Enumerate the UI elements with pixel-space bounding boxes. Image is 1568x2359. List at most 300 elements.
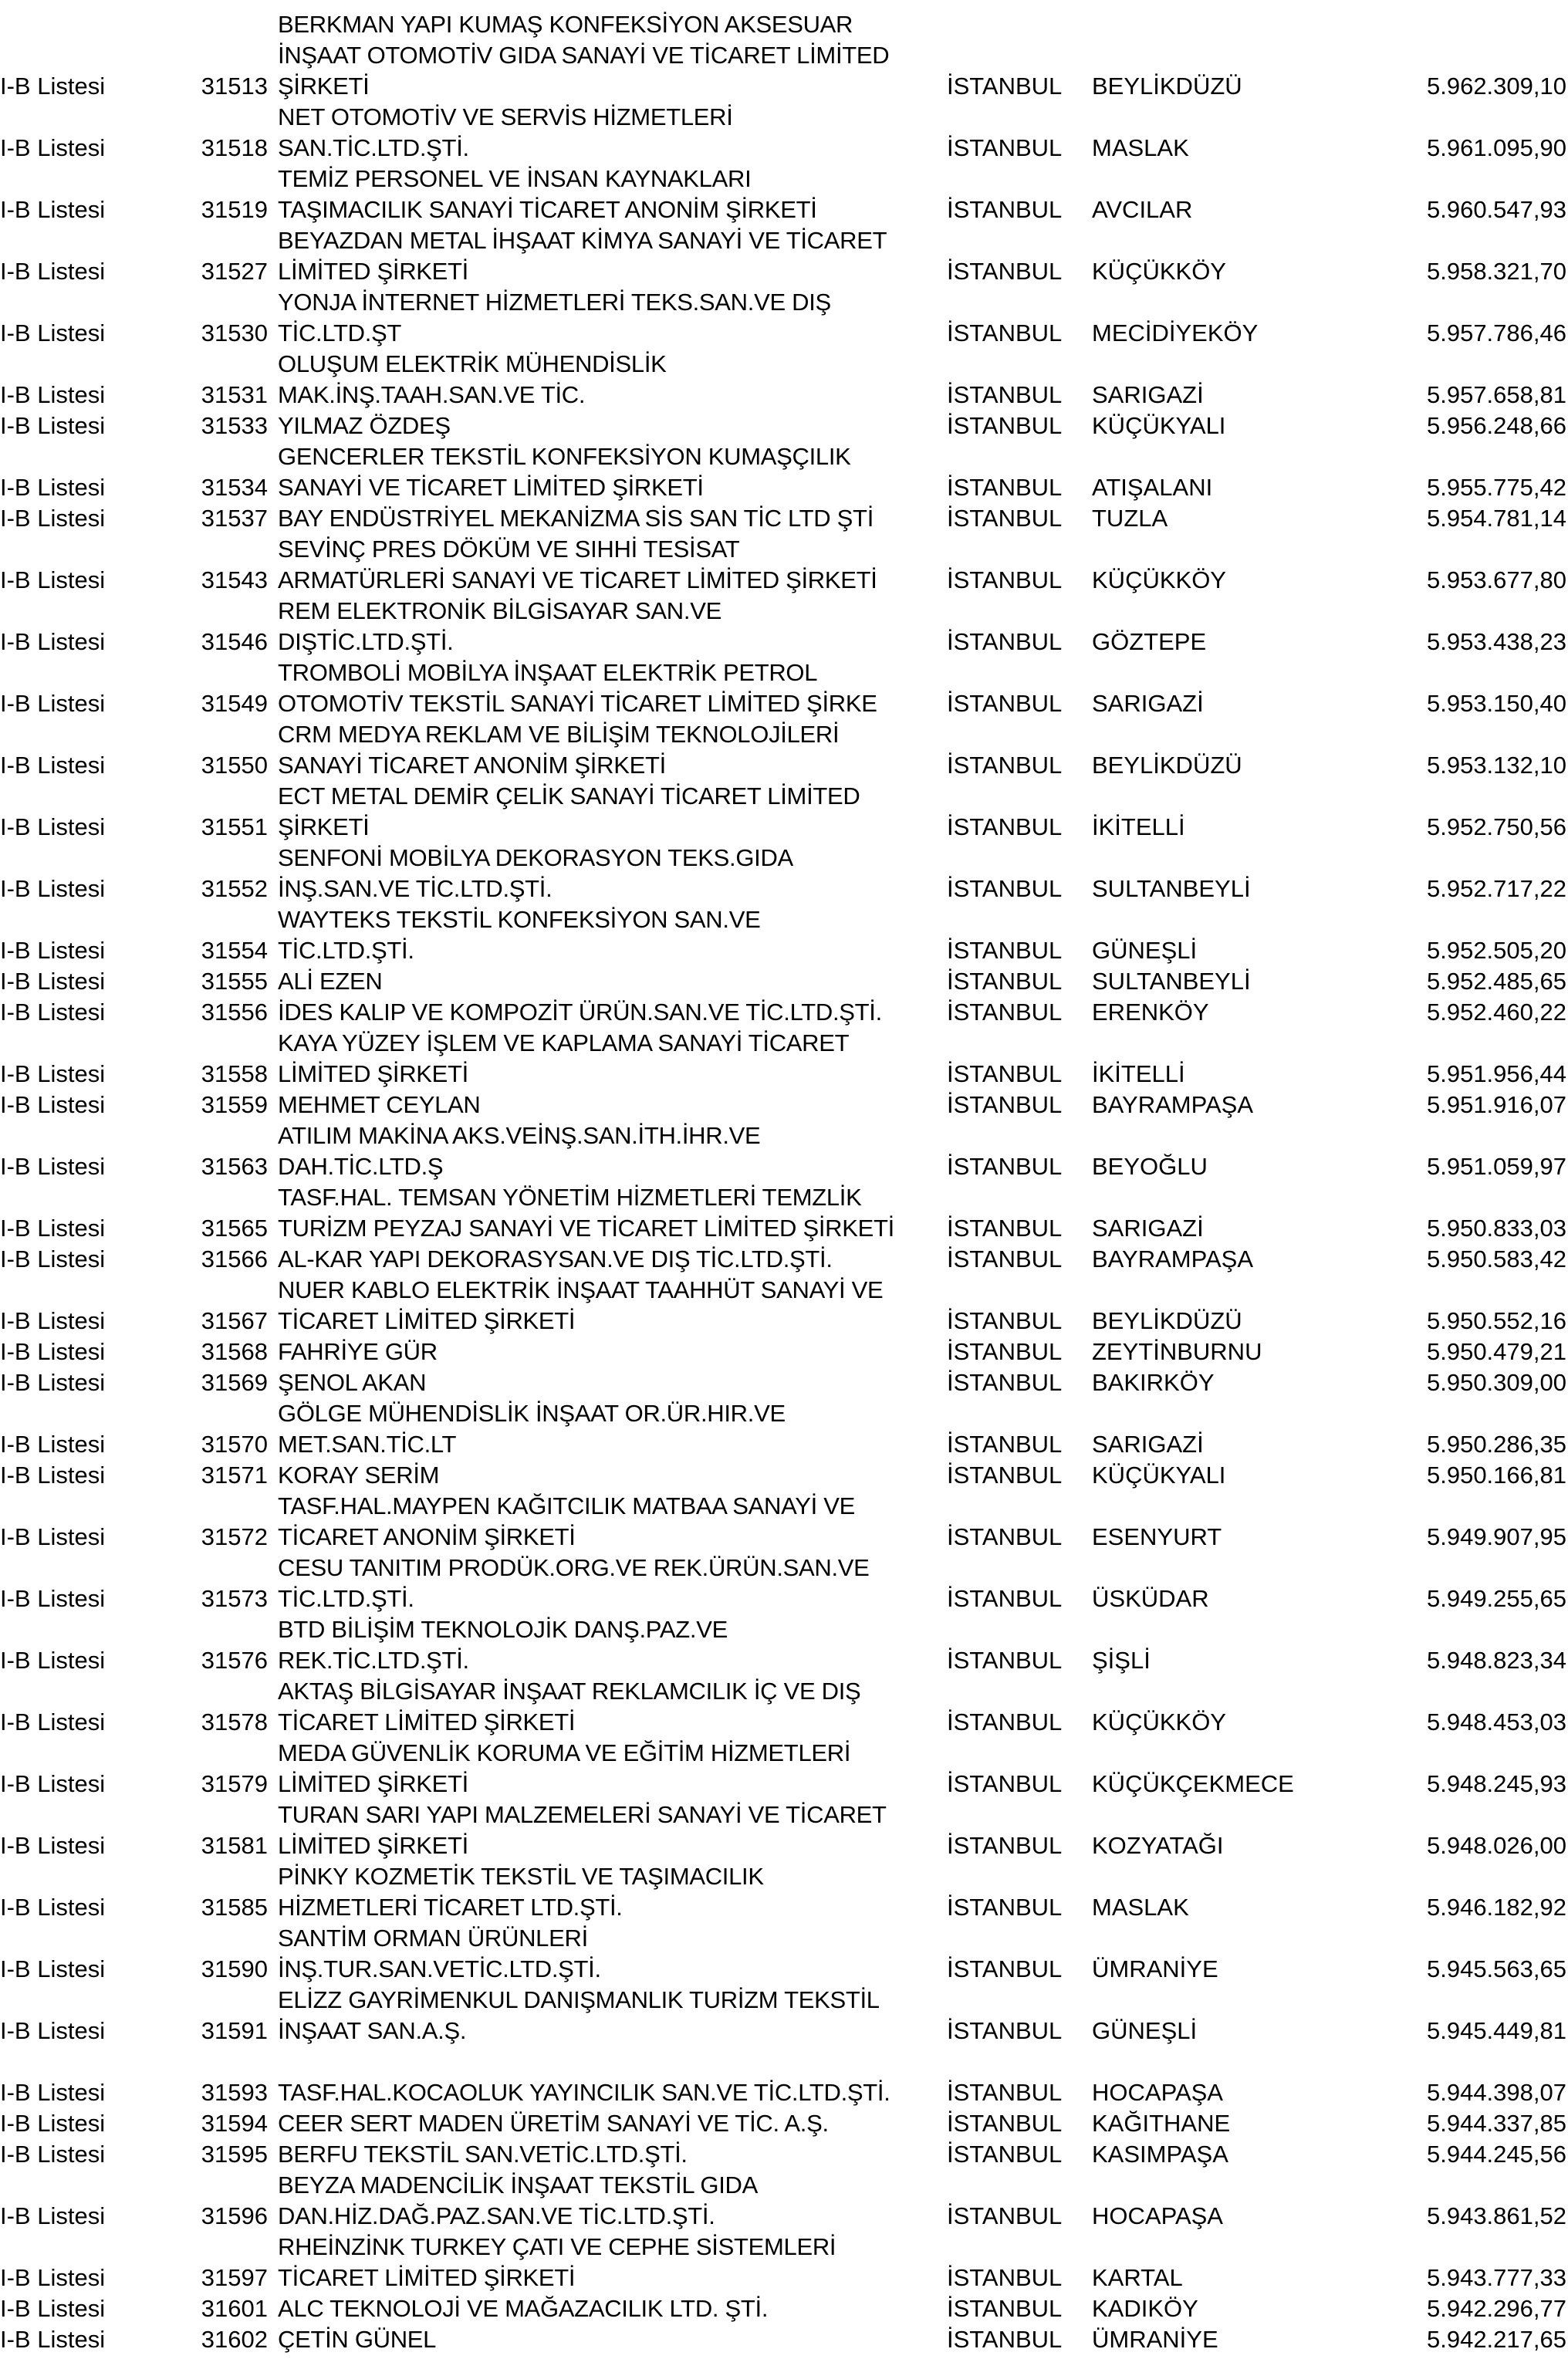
city: İSTANBUL (947, 1894, 1063, 1921)
company-name-line: ATILIM MAKİNA AKS.VEİNŞ.SAN.İTH.İHR.VE (278, 1122, 761, 1149)
list-type: I-B Listesi (0, 1770, 106, 1797)
company-name-line: İNŞ.TUR.SAN.VETİC.LTD.ŞTİ. (278, 1955, 601, 1982)
table-row (0, 1182, 1568, 1244)
district: SULTANBEYLİ (1092, 875, 1251, 902)
table-row (0, 596, 1568, 657)
company-name-line: BERKMAN YAPI KUMAŞ KONFEKSİYON AKSESUAR (278, 11, 853, 38)
table-row (0, 1614, 1568, 1676)
district: KASIMPAŞA (1092, 2141, 1228, 2168)
record-id: 31590 (201, 1955, 268, 1982)
district: AVCILAR (1092, 196, 1193, 223)
city: İSTANBUL (947, 412, 1063, 439)
city: İSTANBUL (947, 1523, 1063, 1550)
record-id: 31554 (201, 937, 268, 964)
company-name-line: MET.SAN.TİC.LT (278, 1431, 457, 1458)
row-cells (0, 71, 1568, 102)
company-name-line: TİCARET LİMİTED ŞİRKETİ (278, 1708, 576, 1735)
company-name-line: REM ELEKTRONİK BİLGİSAYAR SAN.VE (278, 597, 721, 624)
city: İSTANBUL (947, 999, 1063, 1026)
record-id: 31555 (201, 968, 268, 995)
company-name-line: KAYA YÜZEY İŞLEM VE KAPLAMA SANAYİ TİCARET (278, 1029, 850, 1056)
company-name-line: TAŞIMACILIK SANAYİ TİCARET ANONİM ŞİRKETİ (278, 196, 817, 223)
list-type: I-B Listesi (0, 381, 106, 408)
list-type: I-B Listesi (0, 2202, 106, 2229)
row-cells (0, 2201, 1568, 2232)
company-name-line: NET OTOMOTİV VE SERVİS HİZMETLERİ (278, 103, 733, 130)
list-type: I-B Listesi (0, 1955, 106, 1982)
district: SARIGAZİ (1092, 1215, 1204, 1242)
record-id: 31585 (201, 1894, 268, 1921)
company-name-line: YONJA İNTERNET HİZMETLERİ TEKS.SAN.VE DIŞ (278, 289, 831, 316)
district: BAYRAMPAŞA (1092, 1245, 1254, 1272)
district: KÜÇÜKYALI (1092, 412, 1226, 439)
city: İSTANBUL (947, 1647, 1063, 1674)
amount: 5.953.132,10 (1426, 752, 1566, 779)
table-row (0, 1985, 1568, 2046)
record-id: 31530 (201, 319, 268, 346)
row-cells (0, 874, 1568, 904)
list-type: I-B Listesi (0, 1431, 106, 1458)
city: İSTANBUL (947, 2110, 1063, 2137)
table-row (0, 1800, 1568, 1861)
table-row (0, 781, 1568, 843)
city: İSTANBUL (947, 1369, 1063, 1396)
record-id: 31591 (201, 2017, 268, 2044)
table-row (0, 1367, 1568, 1398)
row-cells (0, 1306, 1568, 1337)
amount: 5.961.095,90 (1426, 134, 1566, 161)
record-id: 31546 (201, 628, 268, 655)
amount: 5.945.449,81 (1426, 2017, 1566, 2044)
company-name-line: ELİZZ GAYRİMENKUL DANIŞMANLIK TURİZM TEKSTİL (278, 1986, 880, 2013)
district: SARIGAZİ (1092, 381, 1204, 408)
city: İSTANBUL (947, 134, 1063, 161)
list-type: I-B Listesi (0, 1462, 106, 1489)
city: İSTANBUL (947, 505, 1063, 532)
list-type: I-B Listesi (0, 999, 106, 1026)
amount: 5.948.823,34 (1426, 1647, 1566, 1674)
district: ESENYURT (1092, 1523, 1222, 1550)
record-id: 31531 (201, 381, 268, 408)
company-name-line: TİCARET ANONİM ŞİRKETİ (278, 1523, 576, 1550)
city: İSTANBUL (947, 875, 1063, 902)
city: İSTANBUL (947, 1091, 1063, 1118)
list-type: I-B Listesi (0, 1307, 106, 1334)
list-type: I-B Listesi (0, 690, 106, 717)
record-id: 31597 (201, 2264, 268, 2291)
city: İSTANBUL (947, 258, 1063, 285)
company-name-line: LİMİTED ŞİRKETİ (278, 1832, 468, 1859)
row-cells (0, 1244, 1568, 1275)
company-name-line: ALİ EZEN (278, 968, 383, 995)
city: İSTANBUL (947, 752, 1063, 779)
record-id: 31549 (201, 690, 268, 717)
row-cells (0, 1059, 1568, 1090)
row-cells (0, 503, 1568, 534)
amount: 5.948.026,00 (1426, 1832, 1566, 1859)
company-name-line: CESU TANITIM PRODÜK.ORG.VE REK.ÜRÜN.SAN.VE (278, 1554, 870, 1581)
table-row (0, 1491, 1568, 1553)
amount: 5.953.150,40 (1426, 690, 1566, 717)
city: İSTANBUL (947, 1955, 1063, 1982)
district: BEYLİKDÜZÜ (1092, 752, 1242, 779)
row-cells (0, 1337, 1568, 1367)
company-name-line: REK.TİC.LTD.ŞTİ. (278, 1647, 469, 1674)
list-type: I-B Listesi (0, 1245, 106, 1272)
list-type: I-B Listesi (0, 319, 106, 346)
row-cells (0, 2263, 1568, 2293)
document-table (0, 9, 1568, 2355)
amount: 5.951.059,97 (1426, 1153, 1566, 1180)
record-id: 31519 (201, 196, 268, 223)
amount: 5.955.775,42 (1426, 474, 1566, 501)
record-id: 31537 (201, 505, 268, 532)
company-name-line: GENCERLER TEKSTİL KONFEKSİYON KUMAŞÇILIK (278, 443, 851, 470)
company-name-line: TASF.HAL. TEMSAN YÖNETİM HİZMETLERİ TEMZLİK (278, 1184, 862, 1211)
list-type: I-B Listesi (0, 134, 106, 161)
company-name-line: TURİZM PEYZAJ SANAYİ VE TİCARET LİMİTED ŞİRKETİ (278, 1215, 894, 1242)
table-row (0, 1676, 1568, 1738)
company-name-line: SENFONİ MOBİLYA DEKORASYON TEKS.GIDA (278, 844, 793, 871)
amount: 5.948.453,03 (1426, 1708, 1566, 1735)
company-name-line: PİNKY KOZMETİK TEKSTİL VE TAŞIMACILIK (278, 1863, 764, 1890)
list-type: I-B Listesi (0, 2264, 106, 2291)
city: İSTANBUL (947, 474, 1063, 501)
record-id: 31581 (201, 1832, 268, 1859)
row-cells (0, 1151, 1568, 1182)
district: ÜSKÜDAR (1092, 1585, 1209, 1612)
record-id: 31571 (201, 1462, 268, 1489)
company-name-line: TİC.LTD.ŞT (278, 319, 402, 346)
city: İSTANBUL (947, 1307, 1063, 1334)
table-row (0, 102, 1568, 164)
list-type: I-B Listesi (0, 566, 106, 593)
amount: 5.950.166,81 (1426, 1462, 1566, 1489)
company-name-line: MEDA GÜVENLİK KORUMA VE EĞİTİM HİZMETLERİ (278, 1739, 851, 1766)
table-row (0, 904, 1568, 966)
table-row (0, 1244, 1568, 1275)
company-name-line: TASF.HAL.KOCAOLUK YAYINCILIK SAN.VE TİC.LTD.ŞTİ. (278, 2079, 890, 2106)
company-name-line: LİMİTED ŞİRKETİ (278, 258, 468, 285)
record-id: 31534 (201, 474, 268, 501)
company-name-line: CRM MEDYA REKLAM VE BİLİŞİM TEKNOLOJİLERİ (278, 721, 840, 748)
district: İKİTELLİ (1092, 1060, 1185, 1087)
table-row (0, 966, 1568, 997)
district: MASLAK (1092, 1894, 1189, 1921)
district: BAYRAMPAŞA (1092, 1091, 1254, 1118)
district: BEYOĞLU (1092, 1153, 1208, 1180)
amount: 5.942.296,77 (1426, 2295, 1566, 2322)
row-cells (0, 1892, 1568, 1923)
list-type: I-B Listesi (0, 937, 106, 964)
city: İSTANBUL (947, 1832, 1063, 1859)
table-row (0, 287, 1568, 349)
company-name-line: İNŞAAT SAN.A.Ş. (278, 2017, 467, 2044)
list-type: I-B Listesi (0, 258, 106, 285)
record-id: 31533 (201, 412, 268, 439)
record-id: 31569 (201, 1369, 268, 1396)
record-id: 31543 (201, 566, 268, 593)
company-name-line: DAN.HİZ.DAĞ.PAZ.SAN.VE TİC.LTD.ŞTİ. (278, 2202, 715, 2229)
row-cells (0, 1367, 1568, 1398)
city: İSTANBUL (947, 1153, 1063, 1180)
list-type: I-B Listesi (0, 412, 106, 439)
row-cells (0, 750, 1568, 781)
amount: 5.944.245,56 (1426, 2141, 1566, 2168)
row-cells (0, 2016, 1568, 2046)
list-type: I-B Listesi (0, 1338, 106, 1365)
record-id: 31567 (201, 1307, 268, 1334)
district: BAKIRKÖY (1092, 1369, 1215, 1396)
city: İSTANBUL (947, 1708, 1063, 1735)
city: İSTANBUL (947, 1338, 1063, 1365)
amount: 5.953.438,23 (1426, 628, 1566, 655)
district: TUZLA (1092, 505, 1168, 532)
amount: 5.952.717,22 (1426, 875, 1566, 902)
company-name-line: MEHMET CEYLAN (278, 1091, 481, 1118)
company-name-line: NUER KABLO ELEKTRİK İNŞAAT TAAHHÜT SANAYİ VE (278, 1276, 884, 1303)
table-row (0, 503, 1568, 534)
list-type: I-B Listesi (0, 2326, 106, 2353)
table-row (0, 225, 1568, 287)
row-cells (0, 194, 1568, 225)
list-type: I-B Listesi (0, 1894, 106, 1921)
record-id: 31602 (201, 2326, 268, 2353)
row-cells (0, 318, 1568, 349)
table-row (0, 349, 1568, 411)
district: ÜMRANİYE (1092, 1955, 1218, 1982)
row-cells (0, 1707, 1568, 1738)
amount: 5.944.398,07 (1426, 2079, 1566, 2106)
record-id: 31601 (201, 2295, 268, 2322)
row-cells (0, 2077, 1568, 2108)
row-cells (0, 472, 1568, 503)
company-name-line: TİC.LTD.ŞTİ. (278, 937, 414, 964)
company-name-line: LİMİTED ŞİRKETİ (278, 1060, 468, 1087)
amount: 5.942.217,65 (1426, 2326, 1566, 2353)
company-name-line: AKTAŞ BİLGİSAYAR İNŞAAT REKLAMCILIK İÇ VE DIŞ (278, 1678, 861, 1705)
record-id: 31579 (201, 1770, 268, 1797)
company-name-line: BEYAZDAN METAL İHŞAAT KİMYA SANAYİ VE TİCARET (278, 227, 887, 254)
table-row (0, 1861, 1568, 1923)
city: İSTANBUL (947, 1215, 1063, 1242)
company-name-line: WAYTEKS TEKSTİL KONFEKSİYON SAN.VE (278, 906, 761, 933)
company-name-line: SEVİNÇ PRES DÖKÜM VE SIHHİ TESİSAT (278, 536, 740, 563)
record-id: 31550 (201, 752, 268, 779)
table-row (0, 9, 1568, 102)
list-type: I-B Listesi (0, 1708, 106, 1735)
company-name-line: ŞİRKETİ (278, 813, 370, 840)
table-row (0, 1923, 1568, 1985)
city: İSTANBUL (947, 1060, 1063, 1087)
amount: 5.956.248,66 (1426, 412, 1566, 439)
row-cells (0, 812, 1568, 843)
city: İSTANBUL (947, 2264, 1063, 2291)
company-name-line: SANAYİ VE TİCARET LİMİTED ŞİRKETİ (278, 474, 704, 501)
amount: 5.951.916,07 (1426, 1091, 1566, 1118)
district: KARTAL (1092, 2264, 1183, 2291)
district: ŞİŞLİ (1092, 1647, 1151, 1674)
amount: 5.952.505,20 (1426, 937, 1566, 964)
record-id: 31596 (201, 2202, 268, 2229)
row-cells (0, 256, 1568, 287)
record-id: 31551 (201, 813, 268, 840)
row-cells (0, 2108, 1568, 2139)
company-name-line: TİCARET LİMİTED ŞİRKETİ (278, 2264, 576, 2291)
list-type: I-B Listesi (0, 1215, 106, 1242)
row-cells (0, 1583, 1568, 1614)
table-row (0, 1120, 1568, 1182)
company-name-line: İNŞ.SAN.VE TİC.LTD.ŞTİ. (278, 875, 553, 902)
city: İSTANBUL (947, 73, 1063, 100)
company-name-line: AL-KAR YAPI DEKORASYSAN.VE DIŞ TİC.LTD.ŞTİ. (278, 1245, 833, 1272)
record-id: 31566 (201, 1245, 268, 1272)
list-type: I-B Listesi (0, 2017, 106, 2044)
district: MASLAK (1092, 134, 1189, 161)
company-name-line: MAK.İNŞ.TAAH.SAN.VE TİC. (278, 381, 586, 408)
company-name-line: TEMİZ PERSONEL VE İNSAN KAYNAKLARI (278, 165, 752, 192)
company-name-line: TİC.LTD.ŞTİ. (278, 1585, 414, 1612)
list-type: I-B Listesi (0, 968, 106, 995)
row-cells (0, 966, 1568, 997)
table-row (0, 1090, 1568, 1120)
row-cells (0, 2324, 1568, 2355)
record-id: 31518 (201, 134, 268, 161)
row-cells (0, 1769, 1568, 1800)
list-type: I-B Listesi (0, 1647, 106, 1674)
city: İSTANBUL (947, 628, 1063, 655)
amount: 5.949.255,65 (1426, 1585, 1566, 1612)
city: İSTANBUL (947, 813, 1063, 840)
table-row (0, 441, 1568, 503)
district: KOZYATAĞI (1092, 1832, 1224, 1859)
table-row (0, 997, 1568, 1028)
record-id: 31595 (201, 2141, 268, 2168)
table-row (0, 2293, 1568, 2324)
amount: 5.958.321,70 (1426, 258, 1566, 285)
company-name-line: TURAN SARI YAPI MALZEMELERİ SANAYİ VE TİCARET (278, 1801, 887, 1828)
company-name-line: ŞİRKETİ (278, 73, 370, 100)
table-row (0, 2324, 1568, 2355)
list-type: I-B Listesi (0, 474, 106, 501)
row-cells (0, 2293, 1568, 2324)
company-name-line: İNŞAAT OTOMOTİV GIDA SANAYİ VE TİCARET LİMİTED (278, 42, 890, 69)
company-name-line: BERFU TEKSTİL SAN.VETİC.LTD.ŞTİ. (278, 2141, 688, 2168)
table-row (0, 2046, 1568, 2108)
district: GÖZTEPE (1092, 628, 1207, 655)
row-cells (0, 1830, 1568, 1861)
city: İSTANBUL (947, 2017, 1063, 2044)
row-cells (0, 1090, 1568, 1120)
list-type: I-B Listesi (0, 2295, 106, 2322)
record-id: 31565 (201, 1215, 268, 1242)
table-row (0, 2170, 1568, 2232)
amount: 5.950.479,21 (1426, 1338, 1566, 1365)
company-name-line: ARMATÜRLERİ SANAYİ VE TİCARET LİMİTED ŞİRKETİ (278, 566, 877, 593)
company-name-line: BAY ENDÜSTRİYEL MEKANİZMA SİS SAN TİC LTD ŞTİ (278, 505, 874, 532)
list-type: I-B Listesi (0, 1060, 106, 1087)
table-row (0, 1275, 1568, 1337)
amount: 5.952.460,22 (1426, 999, 1566, 1026)
city: İSTANBUL (947, 566, 1063, 593)
amount: 5.951.956,44 (1426, 1060, 1566, 1087)
company-name-line: FAHRİYE GÜR (278, 1338, 438, 1365)
district: KADIKÖY (1092, 2295, 1198, 2322)
company-name-line: TROMBOLİ MOBİLYA İNŞAAT ELEKTRİK PETROL (278, 659, 818, 686)
table-row (0, 1398, 1568, 1460)
list-type: I-B Listesi (0, 505, 106, 532)
company-name-line: CEER SERT MADEN ÜRETİM SANAYİ VE TİC. A.Ş. (278, 2110, 829, 2137)
amount: 5.962.309,10 (1426, 73, 1566, 100)
table-row (0, 1337, 1568, 1367)
city: İSTANBUL (947, 196, 1063, 223)
table-row (0, 2232, 1568, 2293)
company-name-line: SAN.TİC.LTD.ŞTİ. (278, 134, 469, 161)
row-cells (0, 997, 1568, 1028)
record-id: 31594 (201, 2110, 268, 2137)
record-id: 31576 (201, 1647, 268, 1674)
amount: 5.952.485,65 (1426, 968, 1566, 995)
table-row (0, 534, 1568, 596)
amount: 5.953.677,80 (1426, 566, 1566, 593)
amount: 5.957.786,46 (1426, 319, 1566, 346)
row-cells (0, 2139, 1568, 2170)
row-cells (0, 935, 1568, 966)
amount: 5.950.309,00 (1426, 1369, 1566, 1396)
amount: 5.948.245,93 (1426, 1770, 1566, 1797)
company-name-line: TASF.HAL.MAYPEN KAĞITCILIK MATBAA SANAYİ VE (278, 1492, 855, 1519)
city: İSTANBUL (947, 2326, 1063, 2353)
amount: 5.946.182,92 (1426, 1894, 1566, 1921)
table-row (0, 2139, 1568, 2170)
list-type: I-B Listesi (0, 1369, 106, 1396)
list-type: I-B Listesi (0, 813, 106, 840)
company-name-line: BTD BİLİŞİM TEKNOLOJİK DANŞ.PAZ.VE (278, 1616, 728, 1643)
list-type: I-B Listesi (0, 1585, 106, 1612)
amount: 5.954.781,14 (1426, 505, 1566, 532)
company-name-line: ŞENOL AKAN (278, 1369, 427, 1396)
district: GÜNEŞLİ (1092, 937, 1198, 964)
city: İSTANBUL (947, 968, 1063, 995)
amount: 5.943.777,33 (1426, 2264, 1566, 2291)
district: SARIGAZİ (1092, 1431, 1204, 1458)
city: İSTANBUL (947, 1431, 1063, 1458)
amount: 5.950.833,03 (1426, 1215, 1566, 1242)
list-type: I-B Listesi (0, 2110, 106, 2137)
city: İSTANBUL (947, 319, 1063, 346)
amount: 5.957.658,81 (1426, 381, 1566, 408)
list-type: I-B Listesi (0, 1523, 106, 1550)
record-id: 31552 (201, 875, 268, 902)
table-row (0, 1738, 1568, 1800)
record-id: 31559 (201, 1091, 268, 1118)
amount: 5.945.563,65 (1426, 1955, 1566, 1982)
company-name-line: GÖLGE MÜHENDİSLİK İNŞAAT OR.ÜR.HIR.VE (278, 1400, 786, 1427)
city: İSTANBUL (947, 690, 1063, 717)
district: KAĞITHANE (1092, 2110, 1231, 2137)
company-name-line (278, 2046, 1568, 2077)
company-name-line: RHEİNZİNK TURKEY ÇATI VE CEPHE SİSTEMLERİ (278, 2233, 836, 2260)
amount: 5.960.547,93 (1426, 196, 1566, 223)
company-name-line: ALC TEKNOLOJİ VE MAĞAZACILIK LTD. ŞTİ. (278, 2295, 769, 2322)
record-id: 31578 (201, 1708, 268, 1735)
record-id: 31593 (201, 2079, 268, 2106)
district: ZEYTİNBURNU (1092, 1338, 1262, 1365)
record-id: 31558 (201, 1060, 268, 1087)
row-cells (0, 1522, 1568, 1553)
record-id: 31570 (201, 1431, 268, 1458)
district: ERENKÖY (1092, 999, 1209, 1026)
